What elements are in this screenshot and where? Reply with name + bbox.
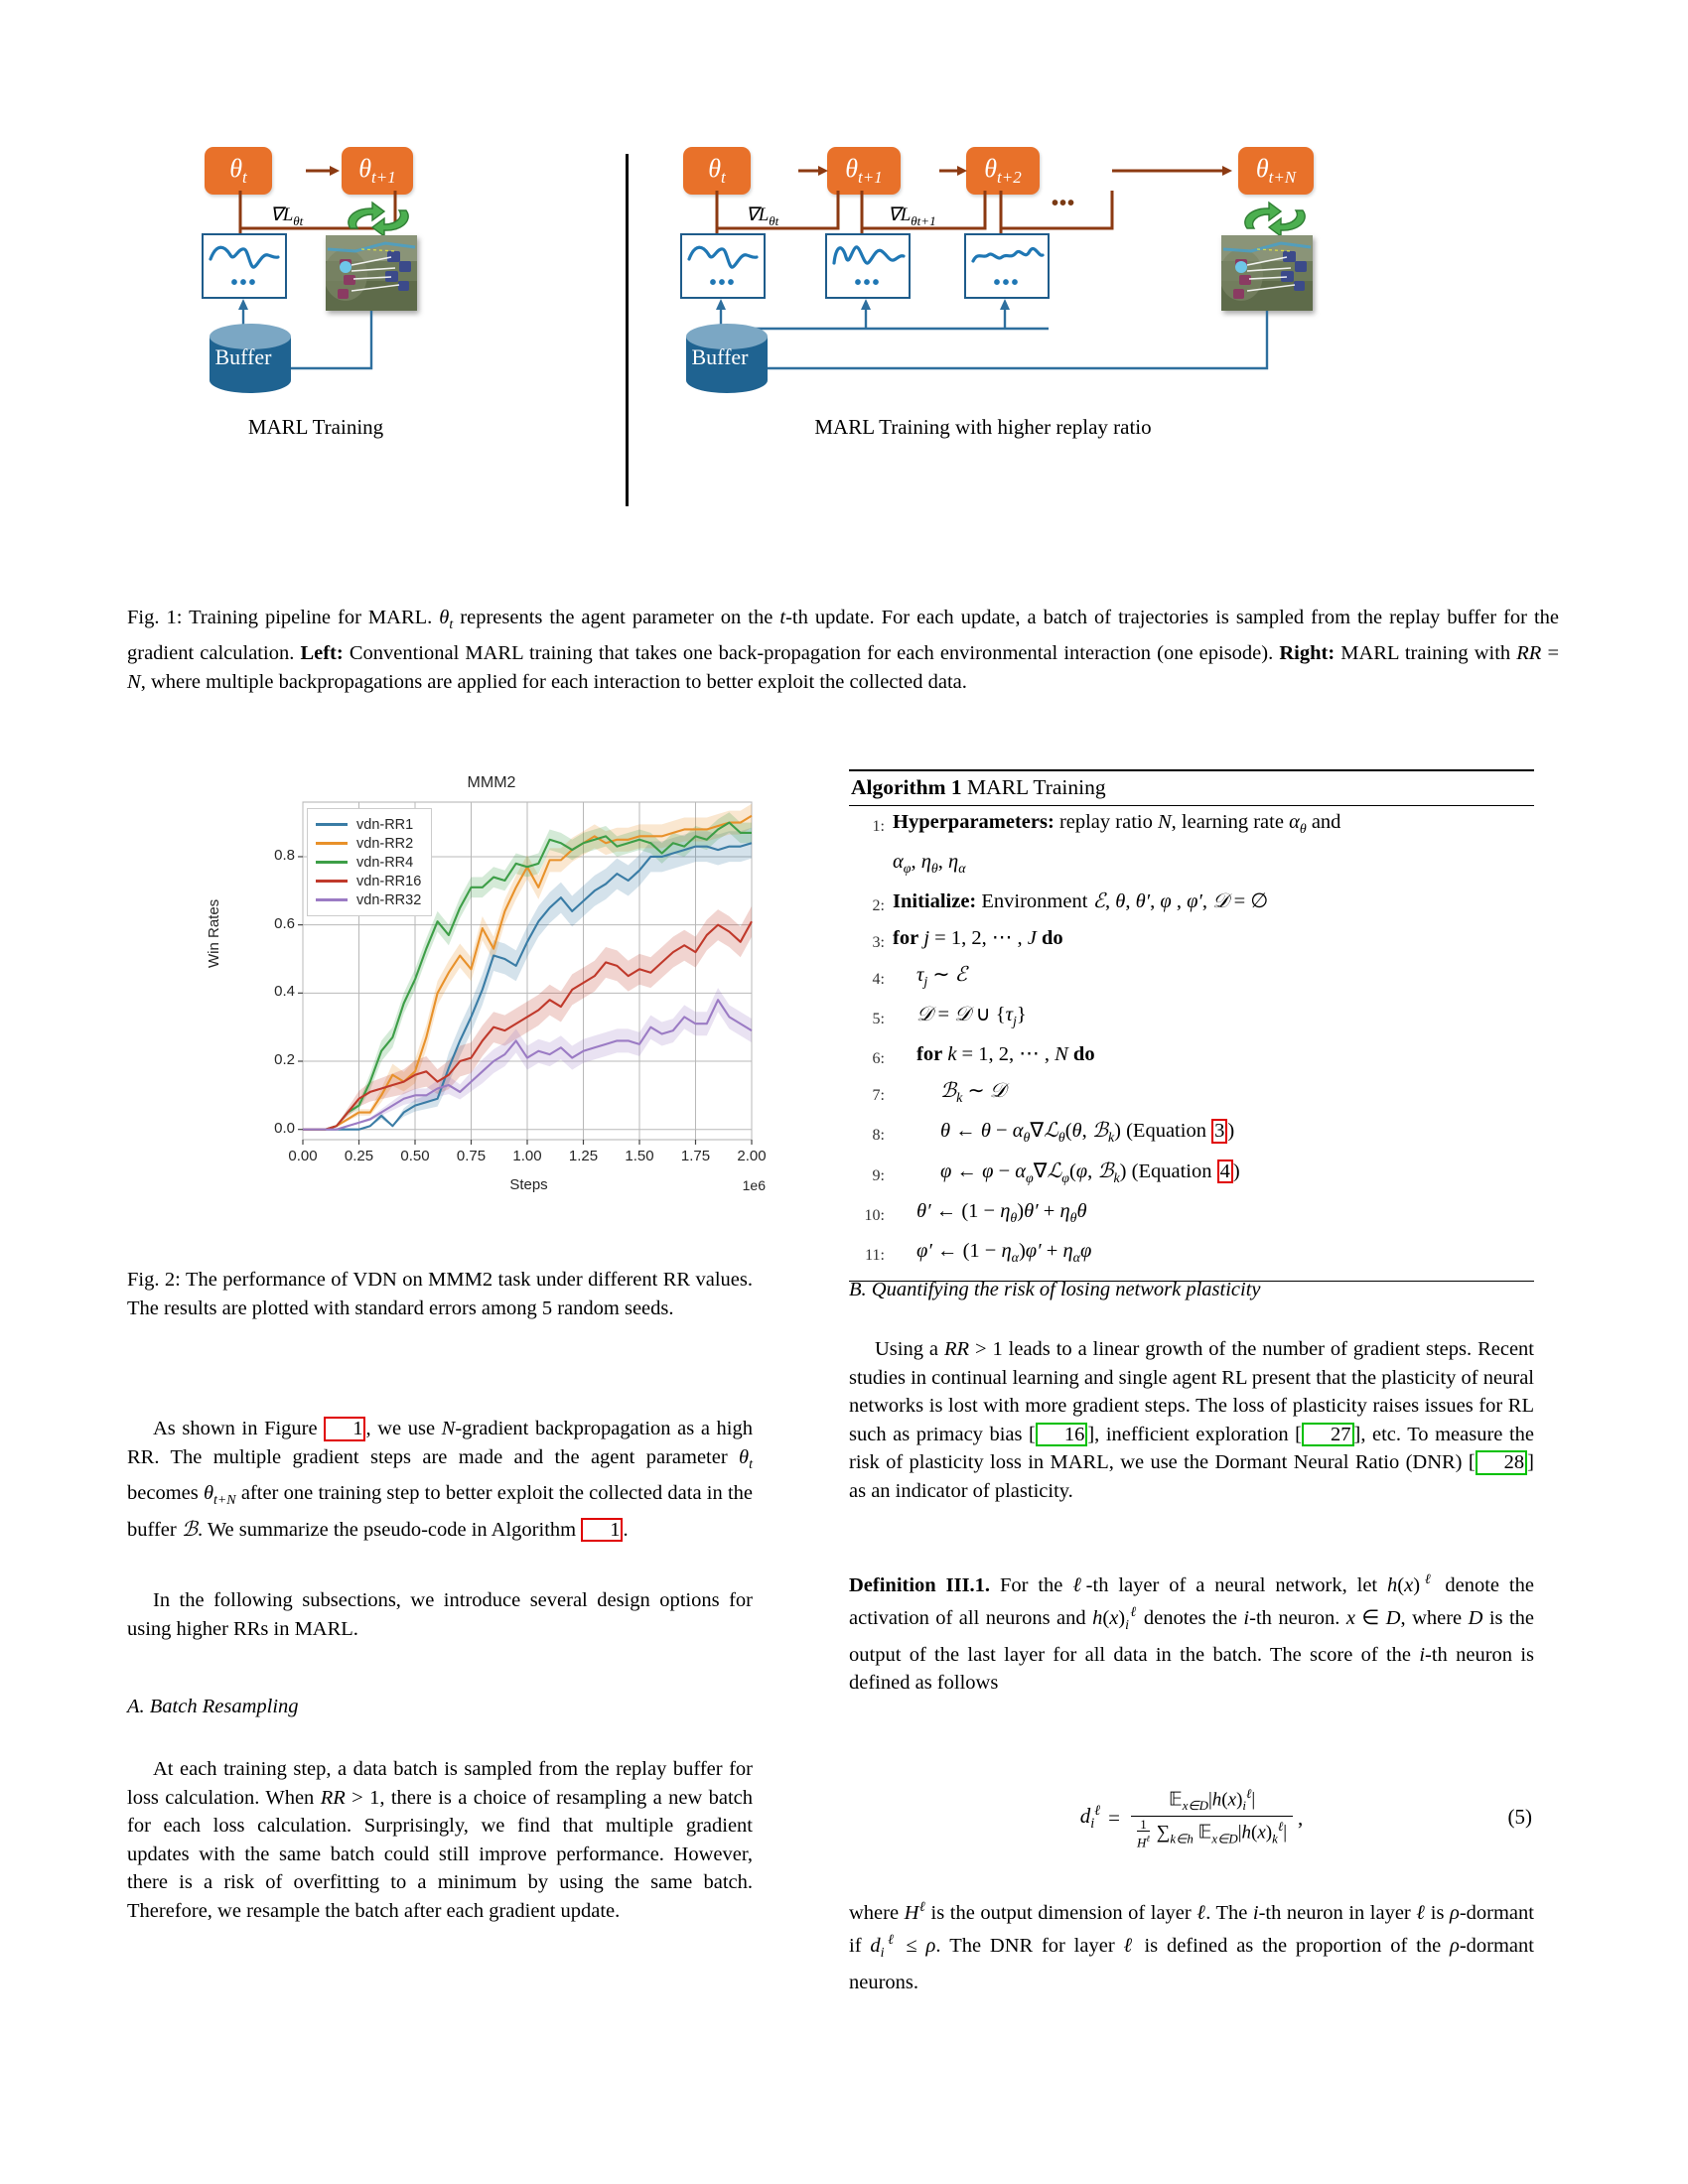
trajectory-ellipsis: ••• xyxy=(230,272,258,294)
algorithm-line-content: φ ← $\varphi - \alpha_\varphi\nabla ℒ_\varphi(\varphi$, ℬ$_k$) (Equation 4 ) xyxy=(940,1160,1240,1186)
equation-5 xyxy=(849,1777,1534,1858)
left-col-paragraph-2: In the following subsections, we introduce several design options for using higher RRs in MARL. xyxy=(127,1589,753,1640)
chart-x-tick-label: 0.00 xyxy=(288,1148,318,1164)
algorithm-line-number: 9: xyxy=(872,1166,885,1184)
gradient-label-right-2: $\nabla L_{\theta t+1}$ xyxy=(888,205,936,228)
theta-label: $\theta_{t+N}$ xyxy=(1255,153,1297,188)
chart-plot-area xyxy=(223,774,760,1171)
legend-label: vdn-RR2 xyxy=(356,835,414,852)
chart-x-exponent: 1e6 xyxy=(742,1177,766,1193)
legend-color-swatch xyxy=(316,842,348,845)
algorithm-line xyxy=(849,959,1534,999)
left-col-paragraph-1: As shown in Figure 1 , we use N-gradient backpropagation as a high RR. The multiple gradient steps are made and the agent parameter $\theta_t$ becomes $\theta_{t+N}$ after one training step to better exploit the collected data in the buffer ℬ. We summarize the pseudo-code in Algorithm 1 . xyxy=(127,1418,753,1541)
algorithm-line-number: 6: xyxy=(872,1050,885,1068)
chart-title: MMM2 xyxy=(467,774,516,791)
eq5-fraction xyxy=(1131,1786,1293,1848)
ref-figure-1[interactable]: 1 xyxy=(324,1417,365,1441)
algorithm-line-content: for k = 1, 2, ⋯ , N do xyxy=(916,1043,1095,1066)
trajectory-box-right-2 xyxy=(825,233,911,299)
eq5-comma: , xyxy=(1298,1805,1304,1830)
eq5-lhs: $d_i^\ell$ xyxy=(1079,1802,1101,1833)
chart-x-tick-label: 1.50 xyxy=(625,1148,654,1164)
algorithm-title-rest: MARL Training xyxy=(961,775,1106,799)
eq5-denominator: 1 $H^\ell$ $\sum_{k\in h}$ $𝔼_{x\in D}|h(x)_k^\ell|$ xyxy=(1131,1816,1293,1848)
algorithm-title-bold: Algorithm 1 xyxy=(851,775,962,799)
equation-5-number: (5) xyxy=(1507,1805,1532,1829)
legend-label: vdn-RR16 xyxy=(356,873,422,889)
ref-algorithm-1[interactable]: 1 xyxy=(581,1518,623,1543)
algorithm-line-content: θ′ ← $(1 - \eta_\theta)\theta' + \eta_\theta\theta$ xyxy=(916,1199,1087,1226)
gradient-label-right-1: $\nabla L_{\theta t}$ xyxy=(746,205,779,228)
algorithm-line-number xyxy=(849,847,893,885)
trajectory-ellipsis: ••• xyxy=(993,272,1021,294)
algorithm-line xyxy=(849,1075,1534,1115)
chart-x-tick-label: 1.25 xyxy=(568,1148,599,1164)
arrowhead-right-1 xyxy=(798,160,848,184)
algorithm-line-number: 3: xyxy=(872,934,885,952)
legend-label: vdn-RR1 xyxy=(356,816,414,833)
algorithm-line xyxy=(849,846,1534,886)
chart-legend-item xyxy=(316,815,421,834)
algorithm-line xyxy=(849,1115,1534,1155)
chart-x-axis-label: Steps xyxy=(509,1176,548,1193)
arrowhead-right-2 xyxy=(939,160,989,184)
buffer-label-left: Buffer xyxy=(214,344,272,369)
algorithm-line-number: 4: xyxy=(872,971,885,989)
theta-t-box-right xyxy=(683,147,751,195)
section-a-heading: A. Batch Resampling xyxy=(127,1696,299,1717)
algorithm-line-number: 1: xyxy=(872,818,885,835)
algorithm-line-number: 2: xyxy=(872,897,885,915)
figure-1-diagram xyxy=(179,129,1509,556)
algorithm-line-number: 11: xyxy=(865,1246,885,1264)
buffer-cylinder-left xyxy=(204,323,283,390)
algorithm-line-content: 𝒟 = 𝒟 ∪ $\{\tau_j\}$ xyxy=(916,1004,1027,1030)
chart-legend xyxy=(307,808,432,916)
eq5-numerator: $𝔼_{x\in D}|h(x)_i^\ell|$ xyxy=(1168,1786,1256,1814)
trajectory-ellipsis: ••• xyxy=(854,272,882,294)
algorithm-line xyxy=(849,886,1534,922)
algorithm-line-number: 7: xyxy=(872,1087,885,1105)
figure-1-caption: Fig. 1: Training pipeline for MARL. $\theta_t$ represents the agent parameter on the t-th update. For each update, a batch of trajectories is sampled from the replay buffer for the gradient calculation. Left: Conventional MARL training that takes one back-propagation for each environmental interaction (one episode). Right: MARL training with RR = N, where multiple backpropagations are applied for each interaction to better exploit the collected data. xyxy=(127,607,1559,694)
citation-28[interactable]: 28 xyxy=(1476,1450,1528,1475)
algorithm-line-content: $\tau_j$ ∼ ℰ xyxy=(916,964,968,991)
theta-sequence-ellipsis: ••• xyxy=(1052,193,1076,214)
theta-label: $\theta_{t+2}$ xyxy=(984,153,1022,188)
arrowhead-right-3 xyxy=(1112,160,1241,184)
algorithm-line-content: Initialize: Environment ℰ, θ, θ′, φ , φ′, 𝒟 = ∅ xyxy=(893,890,1269,913)
arrowhead-left xyxy=(306,160,365,184)
buffer-label-right: Buffer xyxy=(691,344,749,369)
trajectory-ellipsis: ••• xyxy=(709,272,737,294)
algorithm-line-number: 8: xyxy=(872,1127,885,1145)
panel-divider xyxy=(626,154,629,506)
trajectory-box-right-1 xyxy=(680,233,766,299)
chart-x-tick-label: 0.75 xyxy=(456,1148,487,1164)
theta-label: $\theta_{t+1}$ xyxy=(845,153,883,188)
chart-y-tick-label: 0.8 xyxy=(274,846,295,864)
chart-legend-item xyxy=(316,853,421,872)
algorithm-lines xyxy=(849,806,1534,1275)
trajectory-box-right-3 xyxy=(964,233,1050,299)
legend-label: vdn-RR4 xyxy=(356,854,414,871)
theta-label: $\theta_t$ xyxy=(708,153,726,188)
figure-2-chart xyxy=(206,774,767,1193)
theta-t-box-left xyxy=(205,147,272,195)
algorithm-line-content: θ ← $\theta - \alpha_\theta\nabla ℒ_\theta(\theta$, ℬ$_k$) (Equation 3 ) xyxy=(940,1120,1235,1147)
gradient-label-left: $\nabla L_{\theta t}$ xyxy=(270,205,304,228)
fig2-caption-label: Fig. 2: xyxy=(127,1269,181,1291)
legend-color-swatch xyxy=(316,823,348,826)
fig2-caption-text: The performance of VDN on MMM2 task under different RR values. The results are plotted with standard errors among 5 random seeds. xyxy=(127,1269,754,1319)
legend-label: vdn-RR32 xyxy=(356,891,422,908)
equation-5-body xyxy=(849,1777,1534,1858)
algorithm-line xyxy=(849,1195,1534,1235)
chart-x-tick-label: 2.00 xyxy=(737,1148,767,1164)
fig1-caption-label: Fig. 1: xyxy=(127,607,183,628)
definition-label: Definition III.1. xyxy=(849,1573,991,1596)
algorithm-1-block xyxy=(849,769,1534,1282)
chart-x-tick-label: 1.75 xyxy=(680,1148,711,1164)
chart-x-tick-label: 0.50 xyxy=(400,1148,430,1164)
algorithm-line xyxy=(849,999,1534,1038)
algorithm-line xyxy=(849,922,1534,959)
citation-16[interactable]: 16 xyxy=(1036,1423,1088,1447)
legend-color-swatch xyxy=(316,861,348,864)
right-col-paragraph-1: Using a RR > 1 leads to a linear growth of the number of gradient steps. Recent studies in continual learning and single agent RL present that the plasticity of neural networks is lost with more gradient steps. The loss of plasticity raises issues for RL such as primacy bias [ 16 ], inefficient exploration [ 27 ], etc. To measure the risk of plasticity loss in MARL, we use the Dormant Neural Ratio (DNR) [ 28 ] as an indicator of plasticity. xyxy=(849,1338,1534,1502)
algorithm-line-content: $\alpha_\varphi$, $\eta_\theta$, $\eta_\alpha$ xyxy=(893,851,966,878)
chart-y-tick-label: 0.4 xyxy=(274,983,295,1001)
chart-legend-item xyxy=(316,834,421,853)
algorithm-line-content: φ′ ← $(1 - \eta_\alpha)\varphi' + \eta_\alpha\varphi$ xyxy=(916,1239,1092,1266)
citation-27[interactable]: 27 xyxy=(1302,1423,1354,1447)
algorithm-line xyxy=(849,806,1534,846)
figure1-right-caption: MARL Training with higher replay ratio xyxy=(814,415,1152,439)
chart-y-axis-label: Win Rates xyxy=(206,898,222,968)
figure1-left-caption: MARL Training xyxy=(247,415,384,439)
algorithm-line-number: 10: xyxy=(864,1206,885,1224)
definition-iii-1: Definition III.1. For the ℓ-th layer of a neural network, let $h(x)^\ell$ denote the activation of all neurons and $h(x)_i^\ell$ denotes the i-th neuron. x ∈ D, where D is the output of the last layer for all data in the batch. The score of the i-th neuron is defined as follows xyxy=(849,1572,1535,1695)
legend-color-swatch xyxy=(316,898,348,901)
legend-color-swatch xyxy=(316,880,348,883)
algorithm-line xyxy=(849,1038,1534,1075)
section-b-heading: B. Quantifying the risk of losing network plasticity xyxy=(849,1279,1261,1300)
theta-label: $\theta_{t+1}$ xyxy=(358,153,396,188)
algorithm-line-content: Hyperparameters: replay ratio N, learning rate $\alpha_\theta$ and xyxy=(893,811,1341,838)
chart-legend-item xyxy=(316,872,421,890)
algorithm-title xyxy=(849,771,1534,805)
chart-y-tick-label: 0.0 xyxy=(274,1119,295,1137)
buffer-cylinder-right xyxy=(680,323,760,390)
algorithm-line xyxy=(849,1156,1534,1195)
theta-label: $\theta_t$ xyxy=(229,153,247,188)
chart-y-tick-label: 0.2 xyxy=(274,1051,295,1068)
right-col-paragraph-after-eq: where $H^\ell$ is the output dimension of layer ℓ. The i-th neuron in layer ℓ is ρ-dormant if $d_i^\ell \le \rho$. The DNR for layer ℓ is defined as the proportion of the ρ-dormant neurons. xyxy=(849,1900,1534,1993)
algorithm-line-content: for j = 1, 2, ⋯ , J do xyxy=(893,927,1063,950)
figure-2-caption xyxy=(127,1266,753,1323)
chart-x-tick-label: 0.25 xyxy=(344,1148,374,1164)
chart-legend-item xyxy=(316,890,421,909)
chart-x-tick-label: 1.00 xyxy=(512,1148,542,1164)
chart-y-tick-label: 0.6 xyxy=(274,914,295,932)
theta-tN-box-right xyxy=(1238,147,1314,195)
trajectory-box-left xyxy=(202,233,287,299)
eq5-equals: = xyxy=(1108,1805,1120,1830)
left-col-paragraph-3: At each training step, a data batch is sampled from the replay buffer for loss calculation. When RR > 1, there is a choice of resampling a new batch for each loss calculation. Surprisingly, we find that multiple gradient updates with the same batch could still improve performance. However, there is a risk of overfitting to a minimum by using the same batch. Therefore, we resample the batch after each gradient update. xyxy=(127,1758,754,1922)
algorithm-line-content: ℬ$_k$ ∼ 𝒟 xyxy=(940,1080,1007,1107)
algorithm-line xyxy=(849,1235,1534,1275)
algorithm-line-number: 5: xyxy=(872,1011,885,1028)
